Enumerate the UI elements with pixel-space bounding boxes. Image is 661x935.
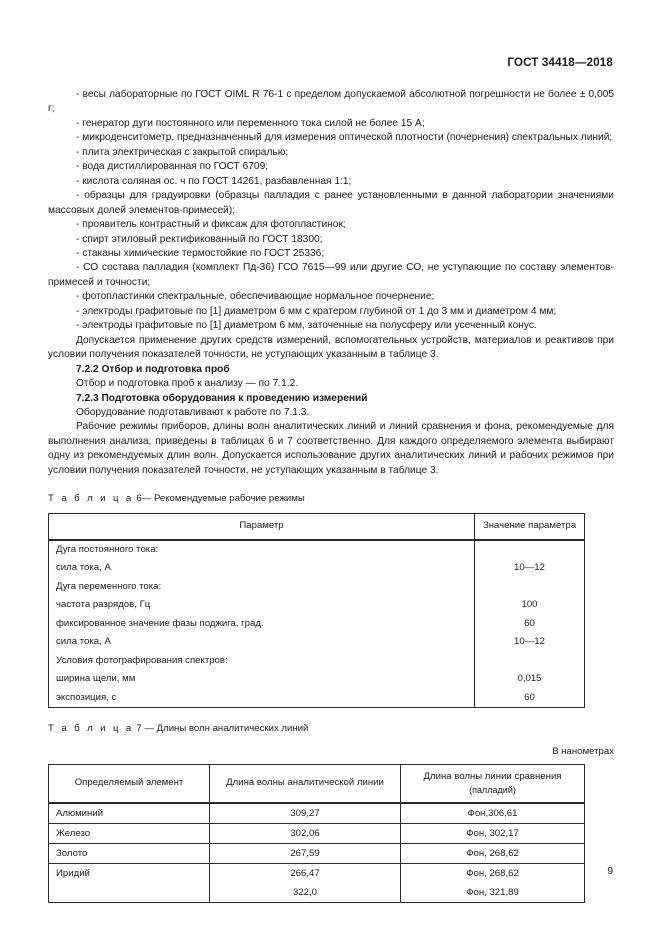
- table-7-element: [49, 864, 210, 903]
- table-6-parameter: Дуга переменного тока:: [49, 578, 475, 597]
- table-7-reference-line-2: Фон, 321,89: [466, 887, 519, 899]
- equipment-item: - фотопластинки спектральные, обеспечивающие нормальное почернение;: [76, 291, 435, 303]
- table-7-reference: [401, 864, 585, 903]
- paragraph-allowance: Допускается применение других средств измерений, вспомогательных устройств, материалов и реактивов при условии получения показателей точности, не уступающих указанным в таблице 3.: [48, 334, 614, 361]
- table-7-analytic-line-2: 322,0: [292, 887, 317, 899]
- paragraph-7-2-2: Отбор и подготовка проб к анализу — по 7.1.2.: [76, 378, 299, 390]
- section-heading-7-2-2: 7.2.2 Отбор и подготовка проб: [76, 363, 230, 375]
- equipment-item: - спирт этиловый ректификованный по ГОСТ 18300;: [76, 233, 323, 245]
- table-7-element: Железо: [49, 824, 210, 844]
- table-6-parameter: сила тока, А: [49, 559, 475, 578]
- equipment-item: - электроды графитовые по [1] диаметром 6 мм, заточенные на полусферу или усеченный конус.: [76, 320, 537, 332]
- table-7-col-reference-main: Длина волны линии сравнения: [423, 771, 562, 783]
- table-analytical-line-wavelengths: [48, 764, 585, 903]
- table-6-caption-text: 6— Рекомендуемые рабочие режимы: [136, 493, 305, 505]
- table-7-col-reference-sub: (палладий): [469, 784, 516, 795]
- table-7-col-analytic-wavelength: Длина волны аналитической линии: [210, 765, 401, 804]
- table-recommended-working-modes: [48, 513, 585, 708]
- table-7-reference: Фон, 268,62: [401, 844, 585, 864]
- page-content: [48, 88, 614, 903]
- table-6-parameter: частота разрядов, Гц: [49, 596, 475, 615]
- table-row: [49, 670, 585, 689]
- equipment-item: - плита электрическая с закрытой спиралью;: [76, 146, 289, 158]
- equipment-item: - стаканы химические термостойкие по ГОСТ 25336;: [76, 247, 325, 259]
- table-row: [49, 864, 585, 903]
- equipment-item: - микроденситометр, предназначенный для измерения оптической плотности (почернения) спектральных линий;: [76, 132, 613, 144]
- equipment-item: - образцы для градуировки (образцы палладия с ранее установленными в данной лаборатории значениями массовых долей элементов-примесей);: [48, 190, 614, 216]
- table-row: [49, 578, 585, 597]
- equipment-item: - электроды графитовые по [1] диаметром 6 мм с кратером глубиной от 1 до 3 мм и диаметром 4 мм;: [76, 305, 557, 317]
- table-7-units-note: В нанометрах: [552, 746, 614, 758]
- paragraph-7-2-3: Оборудование подготавливают к работе по 7.1.3.: [76, 406, 310, 418]
- paragraph-working-modes: Рабочие режимы приборов, длины волн аналитических линий и линий сравнения и фона, рекомендуемые для выполнения анализа, приведены в таблицах 6 и 7 соответственно. Для каждого определяемого элемента выбирают одну из рекомендуемых длин волн. Допускается использование других аналитических линий и рабочих режимов при условии получения показателей точности, не уступающих указанным в таблице 3.: [48, 421, 614, 476]
- table-7-analytic: [210, 864, 401, 903]
- table-6-value: 10—12: [475, 633, 585, 652]
- page-number: 9: [607, 866, 613, 877]
- table-6-value: 100: [475, 596, 585, 615]
- table-row: [49, 844, 585, 864]
- table-7-element: Алюминий: [49, 803, 210, 824]
- equipment-item: - проявитель контрастный и фиксаж для фотопластинок;: [76, 219, 346, 231]
- table-7-reference: Фон, 302,17: [401, 824, 585, 844]
- table-6-value: [475, 578, 585, 597]
- table-row: [49, 689, 585, 708]
- table-6-col-parameter: Параметр: [49, 514, 475, 540]
- section-heading-7-2-3: 7.2.3 Подготовка оборудования к проведению измерений: [76, 392, 368, 404]
- table-row: [49, 633, 585, 652]
- equipment-item: - вода дистиллированная по ГОСТ 6709;: [76, 161, 269, 173]
- table-6-parameter: Условия фотографирования спектров:: [49, 652, 475, 671]
- table-6-value: 0,015: [475, 670, 585, 689]
- table-6-caption: [48, 492, 614, 505]
- table-6-value: 60: [475, 689, 585, 708]
- table-6-parameter: экспозиция, с: [49, 689, 475, 708]
- table-row: [49, 652, 585, 671]
- table-row: [49, 540, 585, 560]
- table-row: [49, 615, 585, 634]
- table-7-col-element: Определяемый элемент: [49, 765, 210, 804]
- table-7-reference-line-1: Фон, 268,62: [466, 868, 519, 880]
- table-7-caption-word: Т а б л и ц а: [48, 723, 134, 735]
- table-6-value: 60: [475, 615, 585, 634]
- table-7-caption-text: 7 — Длины волн аналитических линий: [136, 723, 309, 735]
- table-7-analytic: 302,06: [210, 824, 401, 844]
- equipment-item: - весы лабораторные по ГОСТ OIML R 76-1 с пределом допускаемой абсолютной погрешности не более ± 0,005 г;: [48, 89, 614, 115]
- table-row: [49, 824, 585, 844]
- table-7-analytic: 309,27: [210, 803, 401, 824]
- table-7-col-reference-wavelength: [401, 765, 585, 804]
- table-6-parameter: сила тока, А: [49, 633, 475, 652]
- table-7-analytic-line-1: 266,47: [290, 868, 320, 880]
- table-6-parameter: Дуга постоянного тока:: [49, 540, 475, 560]
- table-6-header-row: [49, 514, 585, 540]
- table-7-caption: [48, 722, 614, 735]
- table-6-col-value: Значение параметра: [475, 514, 585, 540]
- equipment-item: - СО состава палладия (комплект Пд-36) ГСО 7615—99 или другие СО, не уступающие по составу элементов-примесей и точности;: [48, 262, 614, 288]
- table-6-value: 10—12: [475, 559, 585, 578]
- table-row: [49, 803, 585, 824]
- table-6-parameter: ширина щели, мм: [49, 670, 475, 689]
- table-7-header-row: [49, 765, 585, 804]
- table-6-value: [475, 652, 585, 671]
- table-6-parameter: фиксированное значение фазы поджига, град.: [49, 615, 475, 634]
- equipment-item: - генератор дуги постоянного или переменного тока силой не более 15 А;: [76, 117, 425, 129]
- table-row: [49, 559, 585, 578]
- table-row: [49, 596, 585, 615]
- table-6-value: [475, 540, 585, 560]
- table-7-element-label: Иридий: [56, 868, 90, 880]
- table-7-reference: Фон,306,61: [401, 803, 585, 824]
- page-header-standard-number: ГОСТ 34418—2018: [507, 57, 613, 69]
- table-7-analytic: 267,59: [210, 844, 401, 864]
- equipment-item: - кислота соляная ос. ч по ГОСТ 14261, разбавленная 1:1;: [76, 175, 352, 187]
- table-6-caption-word: Т а б л и ц а: [48, 493, 134, 505]
- table-7-element: Золото: [49, 844, 210, 864]
